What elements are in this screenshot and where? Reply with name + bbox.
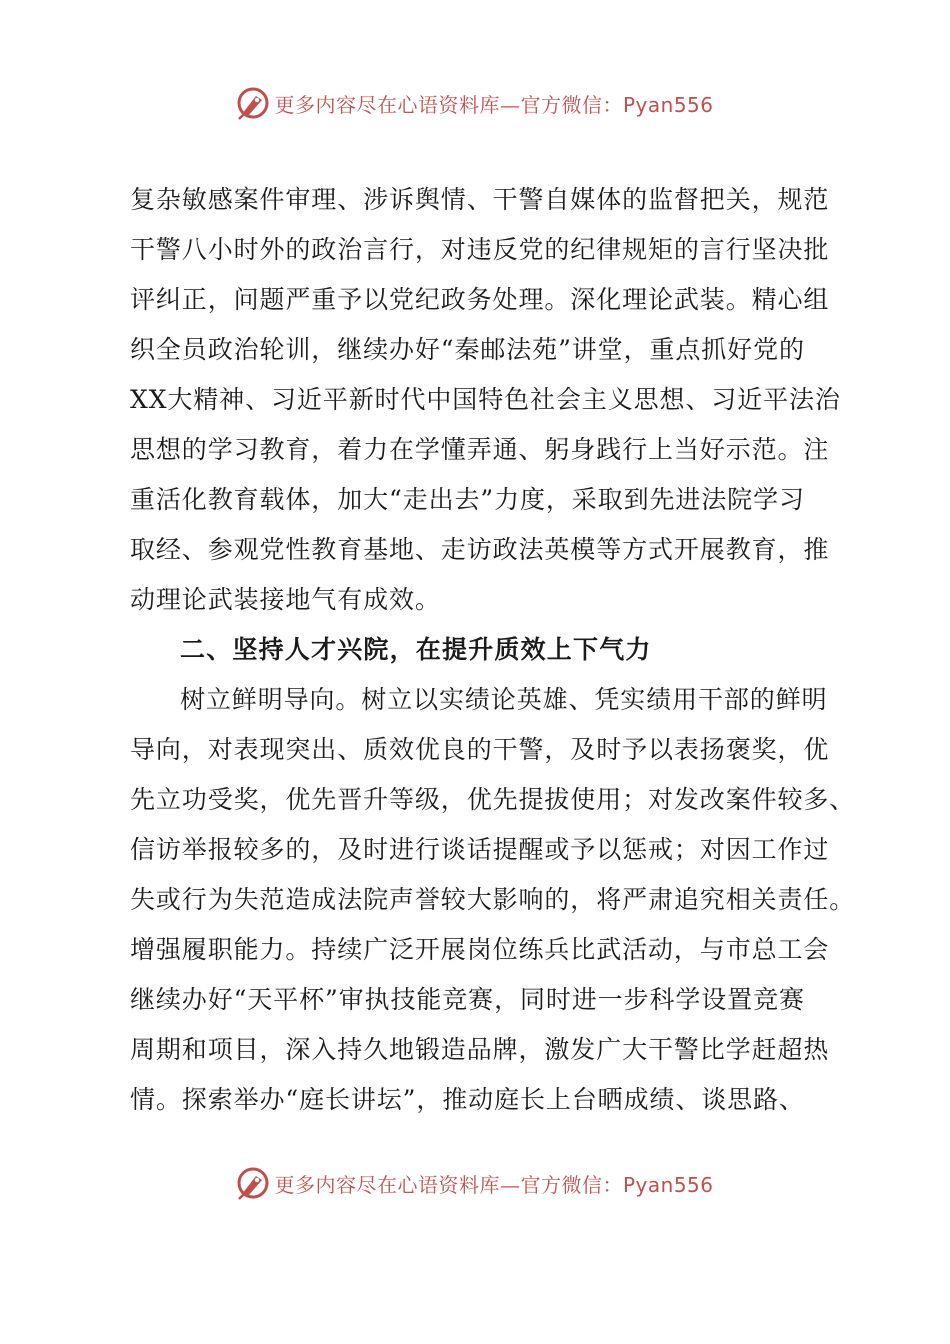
paragraph-line: 重活化教育载体，加大“走出去”力度，采取到先进法院学习: [130, 485, 805, 514]
paragraph-line: 织全员政治轮训，继续办好“秦邮法苑”讲堂，重点抓好党的: [130, 335, 805, 364]
footer-banner: [0, 1163, 950, 1203]
paragraph-line: 动理论武装接地气有成效。: [130, 585, 441, 614]
pen-nib-logo-icon: [236, 1166, 270, 1200]
paragraph-line: 树立鲜明导向。树立以实绩论英雄、凭实绩用干部的鲜明: [180, 685, 828, 714]
banner-text: [274, 89, 713, 118]
paragraph-line: 评纠正，问题严重予以党纪政务处理。深化理论武装。精心组: [130, 285, 830, 314]
banner-text: [274, 1169, 713, 1198]
paragraph-line: 先立功受奖，优先晋升等级，优先提拔使用；对发改案件较多、: [130, 785, 856, 814]
header-banner: [0, 83, 950, 123]
paragraph-line: 情。探索举办“庭长讲坛”，推动庭长上台晒成绩、谈思路、: [130, 1085, 805, 1114]
wechat-id: Pyan556: [622, 92, 714, 117]
paragraph-line: 导向，对表现突出、质效优良的干警，及时予以表扬褒奖，优: [130, 735, 830, 764]
paragraph-line: 信访举报较多的，及时进行谈话提醒或予以惩戒；对因工作过: [130, 835, 830, 864]
paragraph-line: 思想的学习教育，着力在学懂弄通、躬身践行上当好示范。注: [130, 435, 830, 464]
paragraph-line: XX大精神、习近平新时代中国特色社会主义思想、习近平法治: [130, 385, 841, 414]
paragraph-line: 继续办好“天平杯”审执技能竞赛，同时进一步科学设置竞赛: [130, 985, 805, 1014]
section-heading: 二、坚持人才兴院，在提升质效上下气力: [180, 635, 652, 664]
banner-label: 更多内容尽在心语资料库—官方微信：: [274, 1172, 623, 1197]
paragraph-line: 增强履职能力。持续广泛开展岗位练兵比武活动，与市总工会: [130, 935, 830, 964]
paragraph-line: 失或行为失范造成法院声誉较大影响的，将严肃追究相关责任。: [130, 885, 856, 914]
wechat-id: Pyan556: [622, 1172, 714, 1197]
document-body: [130, 175, 856, 1125]
paragraph-line: 干警八小时外的政治言行，对违反党的纪律规矩的言行坚决批: [130, 235, 830, 264]
paragraph-line: 取经、参观党性教育基地、走访政法英模等方式开展教育，推: [130, 535, 830, 564]
paragraph-line: 周期和项目，深入持久地锻造品牌，激发广大干警比学赶超热: [130, 1035, 830, 1064]
paragraph-line: 复杂敏感案件审理、涉诉舆情、干警自媒体的监督把关，规范: [130, 185, 830, 214]
banner-label: 更多内容尽在心语资料库—官方微信：: [274, 92, 623, 117]
pen-nib-logo-icon: [236, 86, 270, 120]
